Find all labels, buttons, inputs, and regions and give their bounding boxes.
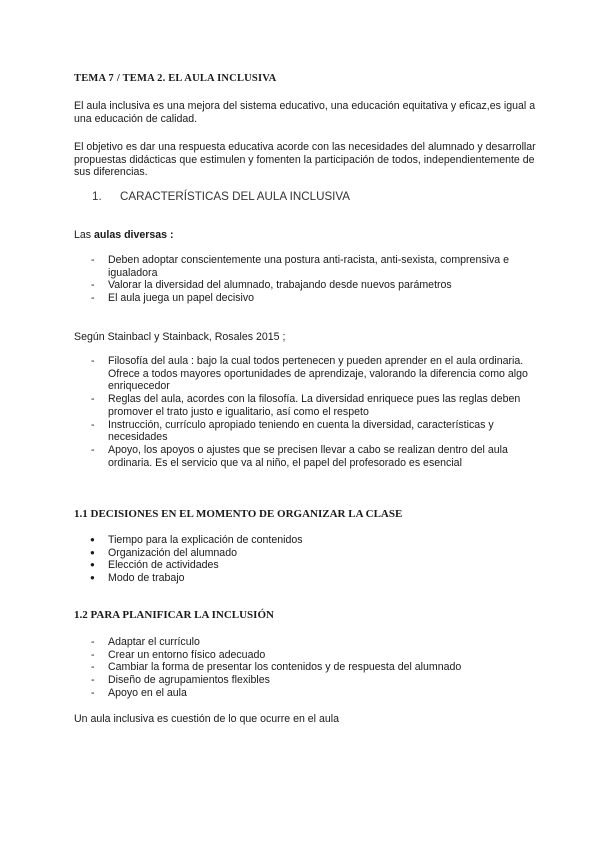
section-1-title: CARACTERÍSTICAS DEL AULA INCLUSIVA	[120, 190, 351, 203]
intro-paragraph-1: El aula inclusiva es una mejora del sistema educativo, una educación equitativa y eficaz,es igual a una educación de calidad.	[74, 100, 536, 125]
list-item: - Apoyo, los apoyos o ajustes que se precisen llevar a cabo se realizan dentro del aula ordinaria. Es el servicio que va al niño, el papel del profesorado es esencial	[91, 444, 531, 469]
list-item: - Reglas del aula, acordes con la filosofía. La diversidad enriquece pues las reglas deben promover el trato justo e igualitario, así como el respeto	[91, 393, 531, 418]
list-item: ● Modo de trabajo	[91, 572, 531, 585]
list-item: - Cambiar la forma de presentar los contenidos y de respuesta del alumnado	[91, 661, 531, 674]
planificar-list	[91, 636, 531, 700]
aulas-diversas-intro	[74, 229, 544, 242]
aulas-bold: aulas diversas :	[94, 229, 174, 241]
section-1-heading	[92, 190, 350, 203]
list-item: - Deben adoptar conscientemente una postura anti-racista, anti-sexista, comprensiva e igualadora	[91, 254, 531, 279]
section-1-2-heading: 1.2 PARA PLANIFICAR LA INCLUSIÓN	[74, 609, 274, 621]
aulas-prefix: Las	[74, 229, 95, 241]
stainback-list	[91, 355, 531, 469]
aulas-list	[91, 254, 531, 305]
list-item: - Crear un entorno físico adecuado	[91, 649, 531, 662]
closing-paragraph: Un aula inclusiva es cuestión de lo que ocurre en el aula	[74, 713, 340, 725]
document-title: TEMA 7 / TEMA 2. EL AULA INCLUSIVA	[74, 73, 277, 84]
section-1-1-heading: 1.1 DECISIONES EN EL MOMENTO DE ORGANIZAR LA CLASE	[74, 508, 403, 520]
list-item: - Valorar la diversidad del alumnado, trabajando desde nuevos parámetros	[91, 279, 531, 292]
intro-paragraph-2: El objetivo es dar una respuesta educativa acorde con las necesidades del alumnado y desarrollar propuestas didácticas que estimulen y fomenten la participación de todos, independientemente de sus diferencias.	[74, 141, 536, 179]
list-item: - Apoyo en el aula	[91, 687, 531, 700]
list-item: - Diseño de agrupamientos flexibles	[91, 674, 531, 687]
stainback-intro: Según Stainbacl y Stainback, Rosales 2015 ;	[74, 331, 286, 343]
list-item: - Instrucción, currículo apropiado teniendo en cuenta la diversidad, características y necesidades	[91, 419, 531, 444]
list-item: ● Elección de actividades	[91, 559, 531, 572]
section-1-number: 1.	[92, 190, 102, 203]
list-item: ● Tiempo para la explicación de contenidos	[91, 534, 531, 547]
list-item: - Filosofía del aula : bajo la cual todos pertenecen y pueden aprender en el aula ordinaria. Ofrece a todos mayores oportunidades de aprendizaje, valorando la diferencia como algo enriquecedor	[91, 355, 531, 393]
list-item: ● Organización del alumnado	[91, 547, 531, 560]
list-item: - Adaptar el currículo	[91, 636, 531, 649]
decisiones-list	[91, 534, 531, 585]
list-item: - El aula juega un papel decisivo	[91, 292, 531, 305]
